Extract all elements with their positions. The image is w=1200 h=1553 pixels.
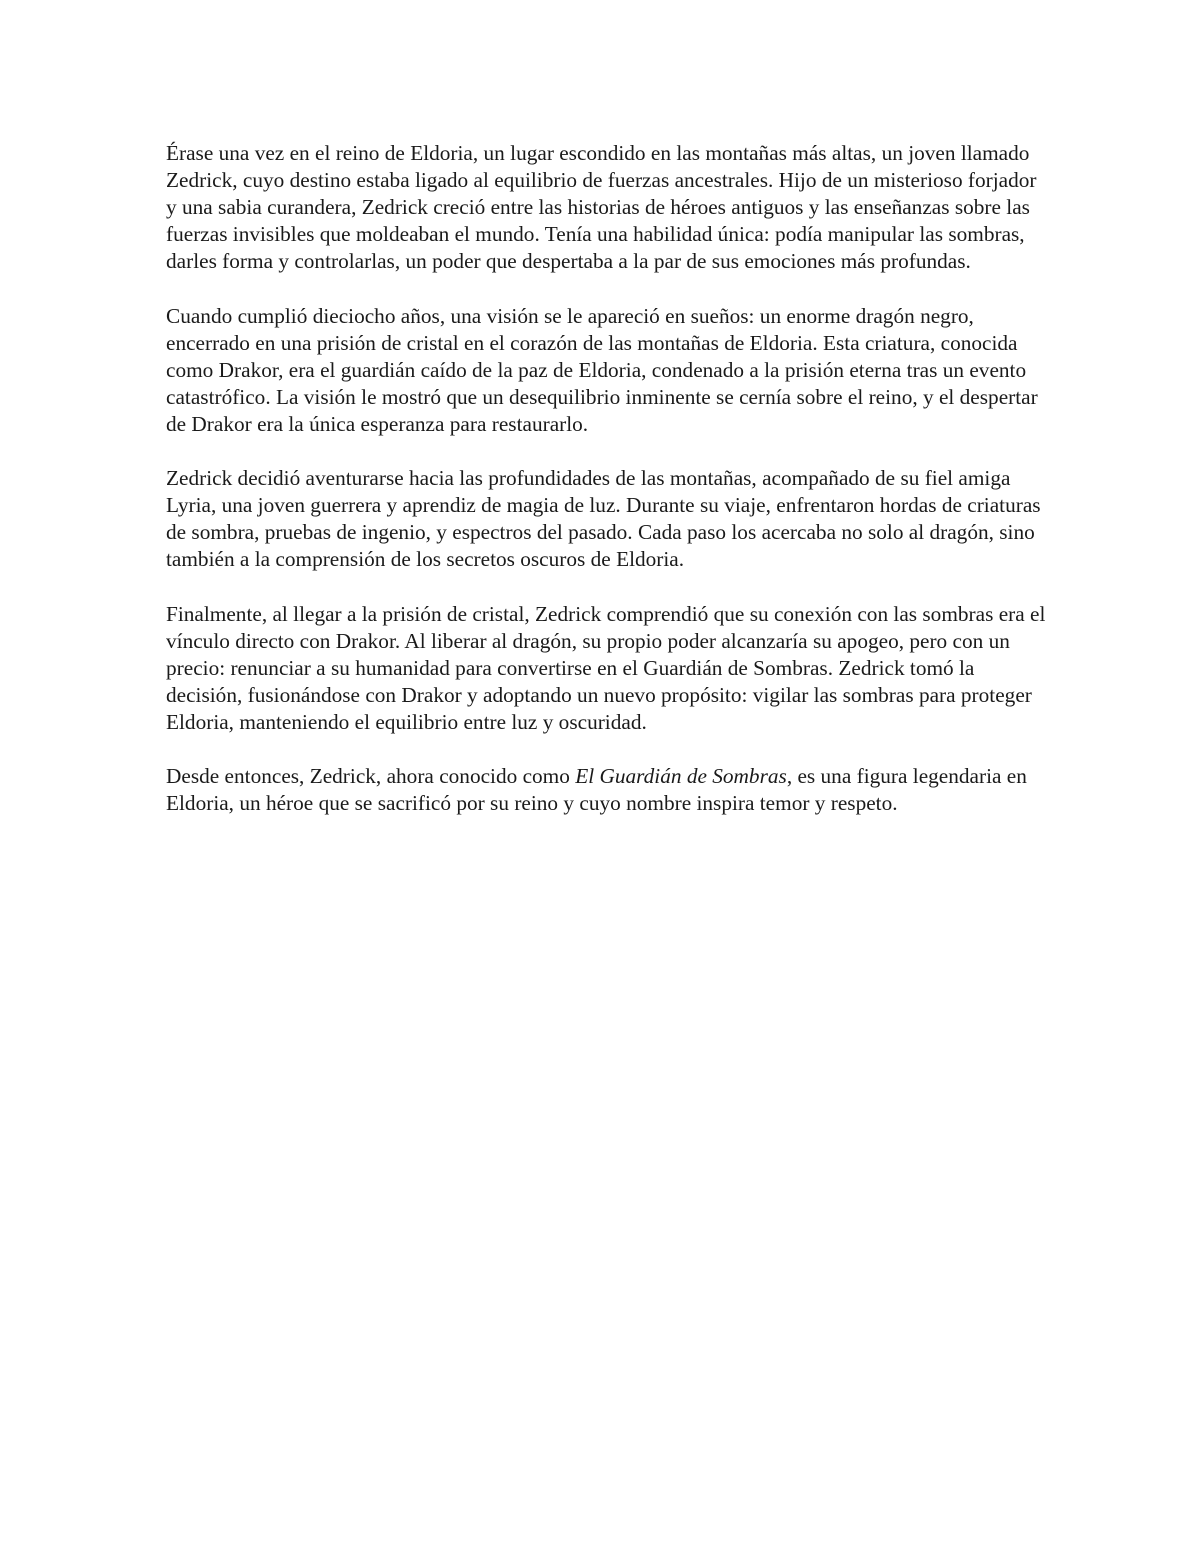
title-emphasis: El Guardián de Sombras [575,764,787,789]
paragraph-5-end: , es una figura legendaria en Eldoria, un héroe que se sacrificó por su reino y cuyo nombre inspira temor y respeto. [166,764,1027,816]
paragraph-3: Zedrick decidió aventurarse hacia las profundidades de las montañas, acompañado de su fiel amiga Lyria, una joven guerrera y aprendiz de magia de luz. Durante su viaje, enfrentaron hordas de criaturas de sombra, pruebas de ingenio, y espectros del pasado. Cada paso los acercaba no solo al dragón, sino también a la comprensión de los secretos oscuros de Eldoria. [166,466,1041,572]
paragraph-1: Érase una vez en el reino de Eldoria, un lugar escondido en las montañas más altas, un joven llamado Zedrick, cuyo destino estaba ligado al equilibrio de fuerzas ancestrales. Hijo de un misterioso forjador y una sabia curandera, Zedrick creció entre las historias de héroes antiguos y las enseñanzas sobre las fuerzas invisibles que moldeaban el mundo. Tenía una habilidad única: podía manipular las sombras, darles forma y controlarlas, un poder que despertaba a la par de sus emociones más profundas. [166,141,1037,274]
document-body [166,140,1046,844]
paragraph-2: Cuando cumplió dieciocho años, una visión se le apareció en sueños: un enorme dragón negro, encerrado en una prisión de cristal en el corazón de las montañas de Eldoria. Esta criatura, conocida como Drakor, era el guardián caído de la paz de Eldoria, condenado a la prisión eterna tras un evento catastrófico. La visión le mostró que un desequilibrio inminente se cernía sobre el reino, y el despertar de Drakor era la única esperanza para restaurarlo. [166,303,1038,436]
paragraph-5-start: Desde entonces, Zedrick, ahora conocido como [166,764,576,789]
paragraph-4: Finalmente, al llegar a la prisión de cristal, Zedrick comprendió que su conexión con las sombras era el vínculo directo con Drakor. Al liberar al dragón, su propio poder alcanzaría su apogeo, pero con un precio: renunciar a su humanidad para convertirse en el Guardián de Sombras. Zedrick tomó la decisión, fusionándose con Drakor y adoptando un nuevo propósito: vigilar las sombras para proteger Eldoria, manteniendo el equilibrio entre luz y oscuridad. [166,601,1046,734]
paragraph-5 [166,763,1046,817]
